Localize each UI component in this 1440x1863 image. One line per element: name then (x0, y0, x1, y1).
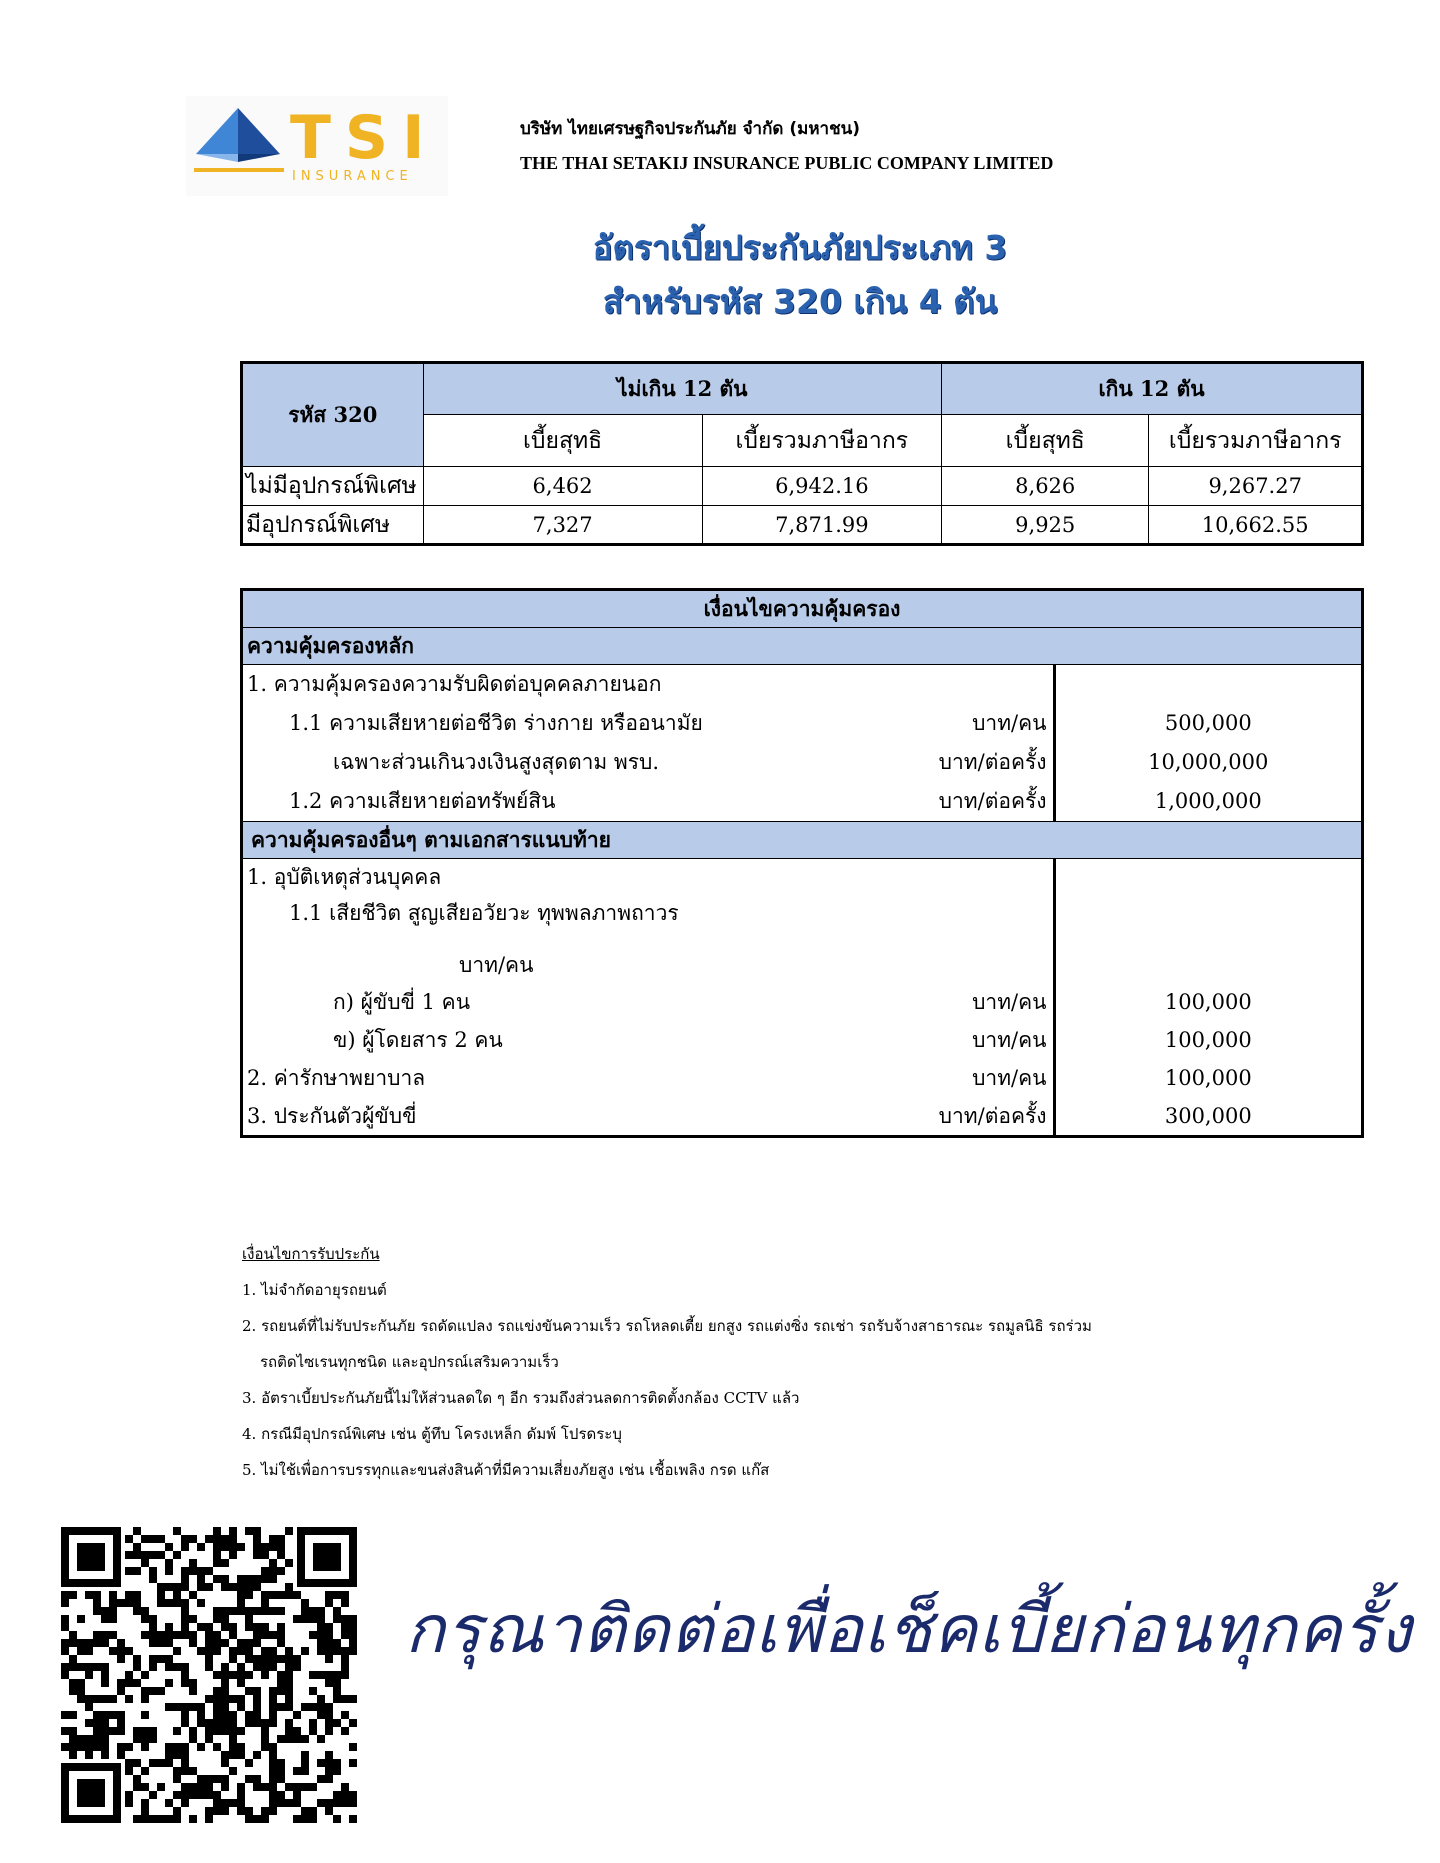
unit-label: บาท/ต่อครั้ง (938, 1104, 1047, 1128)
coverage-line: 3. ประกันตัวผู้ขับขี่ บาท/ต่อครั้ง (243, 1097, 1053, 1135)
coverage-line: 1. ความคุ้มครองความรับผิดต่อบุคคลภายนอก (247, 672, 662, 696)
coverage-table (240, 588, 1364, 1138)
cell-value: 9,925 (942, 506, 1149, 545)
other-coverage-header: ความคุ้มครองอื่นๆ ตามเอกสารแนบท้าย (242, 822, 1363, 859)
unit-label: บาท/ต่อครั้ง (938, 789, 1047, 813)
col-net-g1: เบี้ยสุทธิ (423, 415, 702, 467)
logo-subtext: INSURANCE (292, 169, 413, 184)
conditions-heading: เงื่อนไขการรับประกัน (242, 1245, 380, 1263)
unit-label: บาท/ต่อครั้ง (938, 750, 1047, 774)
amount: 10,000,000 (1148, 750, 1269, 774)
page-title-line1: อัตราเบี้ยประกันภัยประเภท 3 (592, 228, 1008, 267)
coverage-line: บาท/คน (459, 953, 534, 977)
col-net-g2: เบี้ยสุทธิ (942, 415, 1149, 467)
condition-item: 3. อัตราเบี้ยประกันภัยนี้ไม่ให้ส่วนลดใด ๆ อีก รวมถึงส่วนลดการติดตั้งกล้อง CCTV แล้ว (242, 1389, 800, 1407)
group1-header: ไม่เกิน 12 ตัน (423, 363, 941, 415)
col-total-g1: เบี้ยรวมภาษีอากร (702, 415, 941, 467)
unit-label: บาท/คน (972, 711, 1047, 735)
coverage-line: 2. ค่ารักษาพยาบาล บาท/คน (243, 1059, 1053, 1097)
amount: 100,000 (1164, 1066, 1252, 1090)
company-name-th: บริษัท ไทยเศรษฐกิจประกันภัย จำกัด (มหาชน) (520, 119, 861, 139)
coverage-line: ข) ผู้โดยสาร 2 คน บาท/คน (243, 1021, 1053, 1059)
group2-header: เกิน 12 ตัน (942, 363, 1363, 415)
unit-label: บาท/คน (972, 1066, 1047, 1090)
main-coverage-header: ความคุ้มครองหลัก (242, 628, 1363, 665)
cell-value: 6,462 (423, 467, 702, 506)
unit-label: บาท/คน (972, 1028, 1047, 1052)
coverage-line: เฉพาะส่วนเกินวงเงินสูงสุดตาม พรบ. บาท/ต่อครั้ง (243, 743, 1053, 782)
coverage-line: 1.1 ความเสียหายต่อชีวิต ร่างกาย หรืออนามัย บาท/คน (243, 704, 1053, 743)
col-total-g2: เบี้ยรวมภาษีอากร (1149, 415, 1363, 467)
table-row (242, 506, 1363, 545)
code-header: รหัส 320 (242, 363, 424, 467)
amount: 300,000 (1164, 1104, 1252, 1128)
cell-value: 9,267.27 (1149, 467, 1363, 506)
amount: 100,000 (1164, 990, 1252, 1014)
logo-wordmark: TSI (290, 103, 439, 173)
cell-value: 10,662.55 (1149, 506, 1363, 545)
company-name-en: THE THAI SETAKIJ INSURANCE PUBLIC COMPANY LIMITED (520, 153, 1054, 173)
coverage-title: เงื่อนไขความคุ้มครอง (242, 590, 1363, 628)
condition-item: 5. ไม่ใช้เพื่อการบรรทุกและขนส่งสินค้าที่มีความเสี่ยงภัยสูง เช่น เชื้อเพลิง กรด แก๊ส (242, 1461, 770, 1479)
unit-label: บาท/คน (972, 990, 1047, 1014)
contact-call-to-action: กรุณาติดต่อเพื่อเช็คเบี้ยก่อนทุกครั้ง (405, 1591, 1413, 1668)
condition-item: 1. ไม่จำกัดอายุรถยนต์ (242, 1281, 387, 1299)
amount: 500,000 (1164, 711, 1252, 735)
amount (1056, 665, 1361, 704)
cell-value: 7,327 (423, 506, 702, 545)
premium-rate-table (240, 361, 1364, 546)
underwriting-conditions (242, 1236, 1092, 1488)
row-label: ไม่มีอุปกรณ์พิเศษ (242, 467, 424, 506)
row-label: มีอุปกรณ์พิเศษ (242, 506, 424, 545)
amount: 1,000,000 (1154, 789, 1262, 813)
coverage-line: 1. อุบัติเหตุส่วนบุคคล (247, 865, 442, 889)
condition-item: รถติดไซเรนทุกชนิด และอุปกรณ์เสริมความเร็ว (260, 1353, 559, 1371)
condition-item: 4. กรณีมีอุปกรณ์พิเศษ เช่น ตู้ทึบ โครงเหล็ก ดัมพ์ โปรดระบุ (242, 1425, 622, 1443)
condition-item: 2. รถยนต์ที่ไม่รับประกันภัย รถดัดแปลง รถแข่งขันความเร็ว รถโหลดเตี้ย ยกสูง รถแต่งซิ่ง รถเช่า รถรับจ้างสาธารณะ รถมูลนิธิ รถร่วม (242, 1317, 1092, 1335)
cell-value: 7,871.99 (702, 506, 941, 545)
coverage-line: ก) ผู้ขับขี่ 1 คน บาท/คน (243, 983, 1053, 1021)
qr-code[interactable] (61, 1527, 357, 1823)
coverage-line: 1.2 ความเสียหายต่อทรัพย์สิน บาท/ต่อครั้ง (243, 782, 1053, 821)
cell-value: 8,626 (942, 467, 1149, 506)
amount: 100,000 (1164, 1028, 1252, 1052)
cell-value: 6,942.16 (702, 467, 941, 506)
coverage-line: 1.1 เสียชีวิต สูญเสียอวัยวะ ทุพพลภาพถาวร (289, 901, 679, 925)
amount-spacer (1056, 859, 1361, 983)
table-row (242, 467, 1363, 506)
page-title-line2: สำหรับรหัส 320 เกิน 4 ตัน (602, 282, 998, 321)
